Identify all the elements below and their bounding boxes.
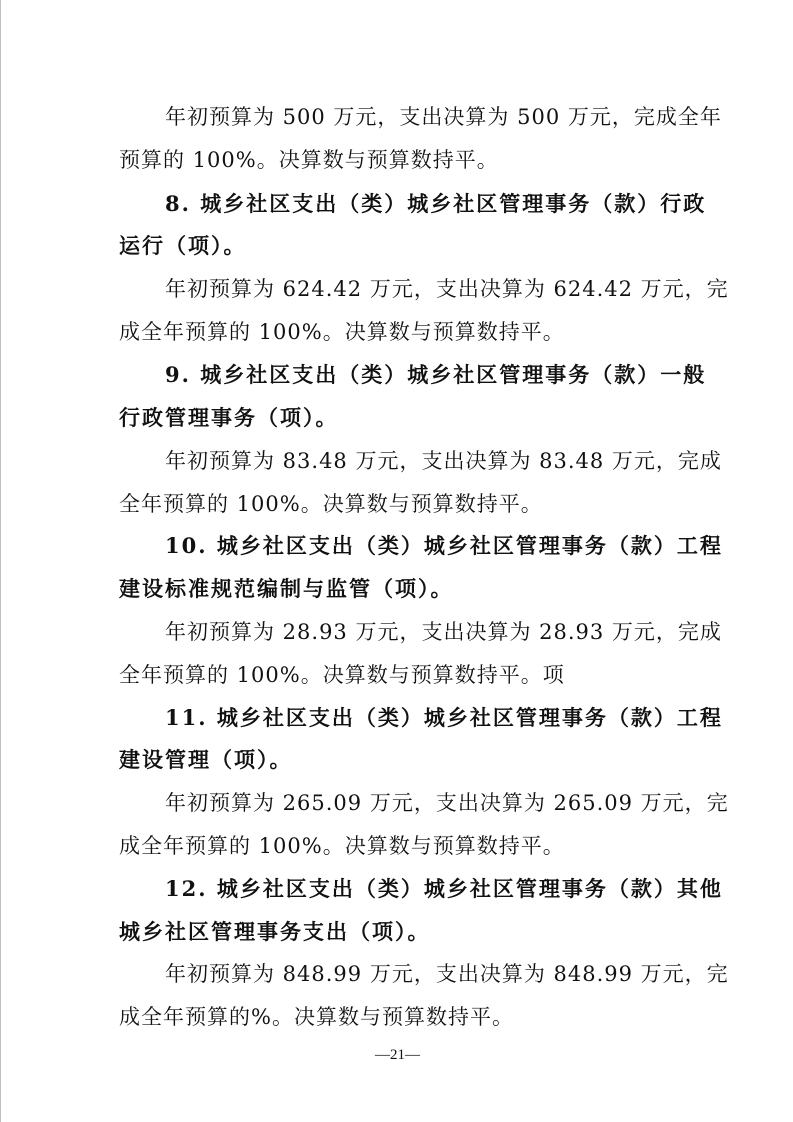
section-heading-line: 10. 城乡社区支出（类）城乡社区管理事务（款）工程 (165, 533, 723, 558)
section-heading-line: 建设标准规范编制与监管（项）。 (119, 576, 454, 601)
body-text-line: 年初预算为 500 万元，支出决算为 500 万元，完成全年 (165, 105, 722, 129)
body-text-line: 年初预算为 624.42 万元，支出决算为 624.42 万元，完 (165, 277, 729, 301)
body-text-line: 成全年预算的%。决算数与预算数持平。 (119, 1005, 514, 1029)
section-heading-line: 城乡社区管理事务支出（项）。 (119, 919, 431, 944)
section-heading-line: 建设管理（项）。 (119, 747, 293, 772)
section-heading-line: 12. 城乡社区支出（类）城乡社区管理事务（款）其他 (165, 876, 723, 901)
body-text-line: 成全年预算的 100%。决算数与预算数持平。 (119, 320, 565, 344)
section-heading-line: 11. 城乡社区支出（类）城乡社区管理事务（款）工程 (165, 705, 723, 730)
body-text-line: 年初预算为 83.48 万元，支出决算为 83.48 万元，完成 (165, 449, 722, 473)
body-text-line: 全年预算的 100%。决算数与预算数持平。 (119, 492, 543, 516)
body-text-line: 年初预算为 848.99 万元，支出决算为 848.99 万元，完 (165, 962, 729, 986)
body-text-line: 成全年预算的 100%。决算数与预算数持平。 (119, 834, 565, 858)
page-number: —21— (375, 1047, 420, 1063)
body-text-line: 全年预算的 100%。决算数与预算数持平。项 (119, 663, 565, 687)
section-heading-line: 行政管理事务（项）。 (119, 405, 339, 430)
section-heading-line: 运行（项）。 (119, 233, 247, 258)
body-text-line: 年初预算为 28.93 万元，支出决算为 28.93 万元，完成 (165, 620, 722, 644)
section-heading-line: 8. 城乡社区支出（类）城乡社区管理事务（款）行政 (165, 191, 707, 216)
body-text-line: 预算的 100%。决算数与预算数持平。 (119, 148, 499, 172)
section-heading-line: 9. 城乡社区支出（类）城乡社区管理事务（款）一般 (165, 362, 707, 387)
body-text-line: 年初预算为 265.09 万元，支出决算为 265.09 万元，完 (165, 791, 729, 815)
